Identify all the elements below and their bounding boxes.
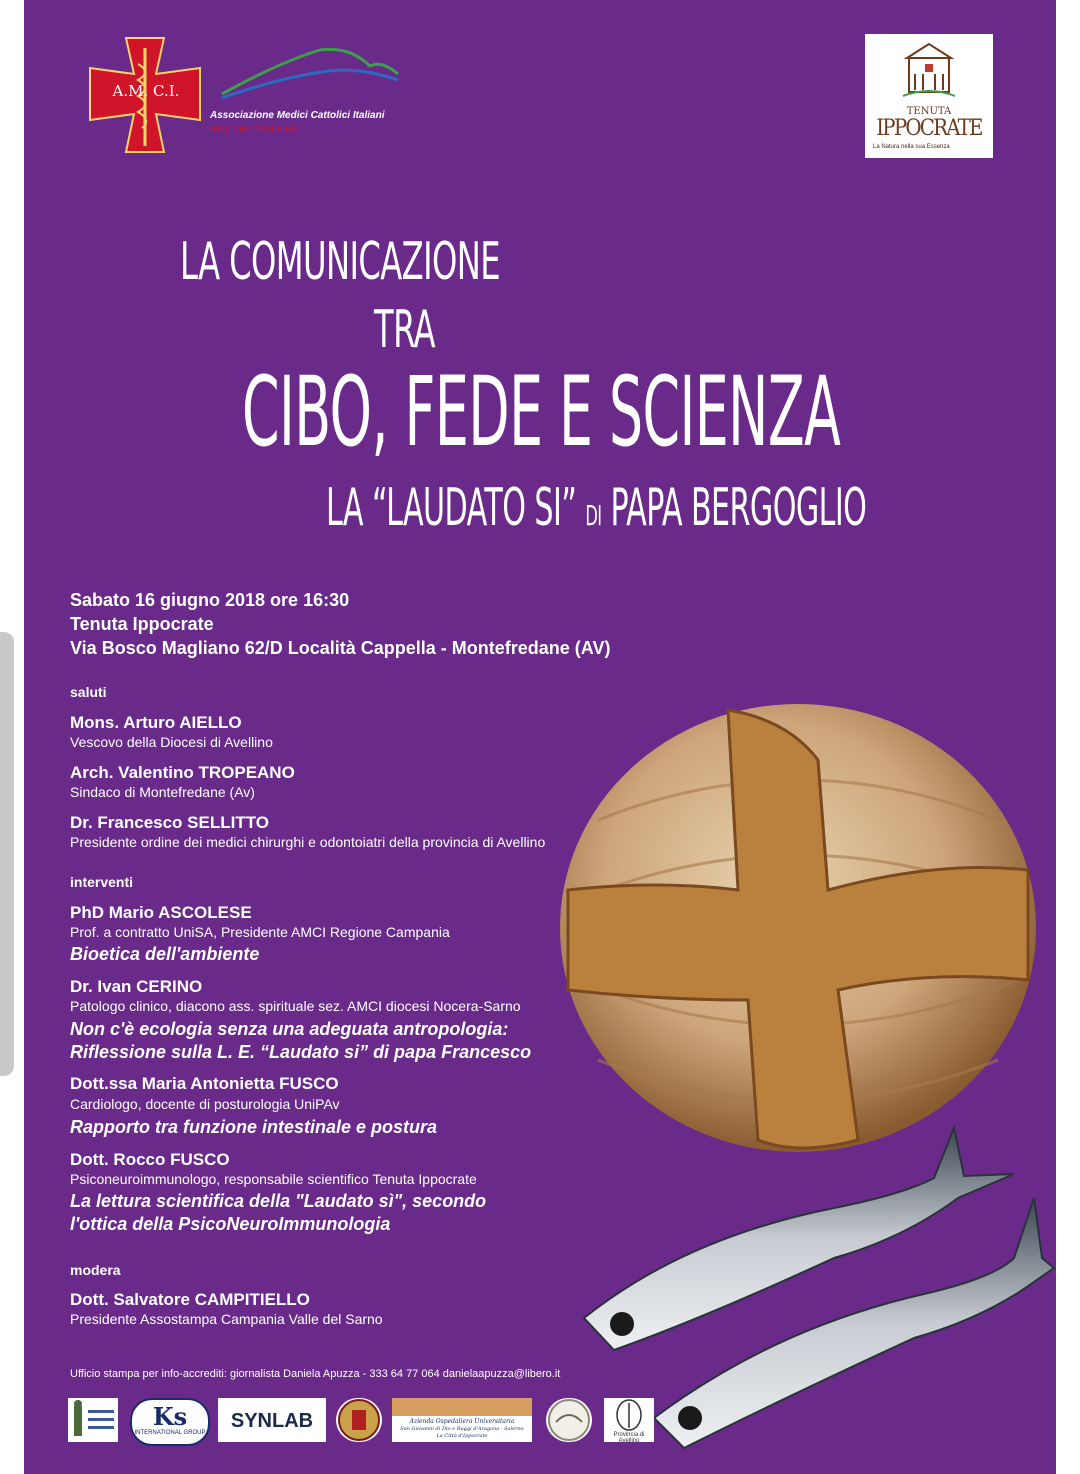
talk-title: Rapporto tra funzione intestinale e postura (70, 1117, 438, 1137)
subtitle-part-c: PAPA BERGOGLIO (610, 478, 867, 538)
tenuta-big-label: IPPOCRATE (876, 116, 982, 141)
tenuta-small-label: TENUTA (906, 106, 952, 117)
ospedale-line-2: San Giovanni di Dio e Ruggi d'Aragona - Salerno (400, 1426, 524, 1432)
speaker-role: Vescovo della Diocesi di Avellino (70, 734, 273, 750)
amci-name: Associazione Medici Cattolici Italiani (210, 110, 385, 121)
sponsor-logo-seal (336, 1398, 382, 1442)
subtitle-part-b: DI (585, 499, 602, 532)
speaker-name: PhD Mario ASCOLESE (70, 903, 252, 922)
event-address: Via Bosco Magliano 62/D Località Cappella - Montefredane (AV) (70, 638, 611, 658)
title-subtitle (326, 478, 866, 538)
speaker-name: Dott. Rocco FUSCO (70, 1150, 230, 1169)
statue-icon (68, 1398, 118, 1442)
sponsor-logo-round (546, 1398, 592, 1442)
moderator-name: Dott. Salvatore CAMPITIELLO (70, 1290, 310, 1309)
subtitle-part-a: LA “LAUDATO SI” (326, 478, 577, 538)
event-date: Sabato 16 giugno 2018 ore 16:30 (70, 590, 350, 610)
speaker-name: Dott.ssa Maria Antonietta FUSCO (70, 1074, 339, 1093)
speaker-role: Prof. a contratto UniSA, Presidente AMCI Regione Campania (70, 924, 450, 940)
speaker-name: Mons. Arturo AIELLO (70, 713, 242, 732)
tenuta-tagline: La Natura nella sua Essenza (873, 144, 950, 150)
speaker-name: Arch. Valentino TROPEANO (70, 763, 295, 782)
crest-icon (336, 1398, 382, 1442)
caduceus-icon (604, 1398, 654, 1432)
speaker-role: Sindaco di Montefredane (Av) (70, 784, 255, 800)
speaker-name: Dr. Ivan CERINO (70, 977, 203, 996)
talk-title: Riflessione sulla L. E. “Laudato si” di papa Francesco (70, 1042, 532, 1062)
sponsor-logo-ks (130, 1398, 210, 1446)
talk-title: La lettura scientifica della "Laudato sì", secondo (70, 1191, 487, 1211)
event-venue: Tenuta Ippocrate (70, 614, 214, 634)
speaker-role: Presidente ordine dei medici chirurghi e odontoiatri della provincia di Avellino (70, 834, 546, 850)
tenuta-ippocrate-logo (865, 34, 993, 158)
title-line-1: LA COMUNICAZIONE (180, 232, 501, 292)
sponsor-logo-universita (68, 1398, 118, 1442)
sponsor-logo-ospedale (392, 1398, 532, 1442)
speaker-role: Psiconeuroimmunologo, responsabile scientifico Tenuta Ippocrate (70, 1171, 477, 1187)
ospedale-line-3: La Città d'Ippocrate (436, 1433, 488, 1439)
talk-title: Non c'è ecologia senza una adeguata antropologia: (70, 1019, 509, 1039)
provincia-label: Provincia di Avellino (613, 1432, 645, 1442)
ks-sublabel: INTERNATIONAL GROUP (134, 1430, 206, 1436)
speaker-role: Patologo clinico, diacono ass. spirituale sez. AMCI diocesi Nocera-Sarno (70, 998, 521, 1014)
amci-hills-graphic (220, 44, 400, 100)
modera-label: modera (70, 1262, 121, 1278)
round-seal-icon (546, 1398, 592, 1442)
talk-title: l'ottica della PsicoNeuroImmunologia (70, 1214, 391, 1234)
sponsor-logo-provincia (604, 1398, 654, 1442)
ks-label: Ks (152, 1402, 188, 1431)
ospedale-line-1: Azienda Ospedaliera Universitaria (409, 1418, 515, 1425)
speaker-name: Dr. Francesco SELLITTO (70, 813, 270, 832)
speaker-role: Cardiologo, docente di posturologia UniPAv (70, 1096, 340, 1112)
synlab-label: SYNLAB (230, 1410, 314, 1432)
bread-image (558, 700, 1038, 1156)
event-poster (24, 0, 1056, 1474)
title-line-2: TRA (374, 300, 435, 360)
side-scroll-tab (0, 632, 14, 1076)
amci-region: Regione Campania (210, 124, 296, 135)
title-main: CIBO, FEDE E SCIENZA (242, 356, 841, 468)
talk-title: Bioetica dell'ambiente (70, 944, 260, 964)
press-office-contact: Ufficio stampa per info-accrediti: giornalista Daniela Apuzza - 333 64 77 064 danielaapuzza@libero.it (70, 1368, 561, 1380)
villa-icon (899, 42, 959, 98)
saluti-label: saluti (70, 684, 107, 700)
moderator-role: Presidente Assostampa Campania Valle del Sarno (70, 1311, 383, 1327)
event-info (70, 588, 610, 660)
interventi-label: interventi (70, 874, 134, 890)
sponsor-logo-synlab (218, 1398, 326, 1442)
amci-logo-text: A.M. C.I. (112, 82, 180, 100)
